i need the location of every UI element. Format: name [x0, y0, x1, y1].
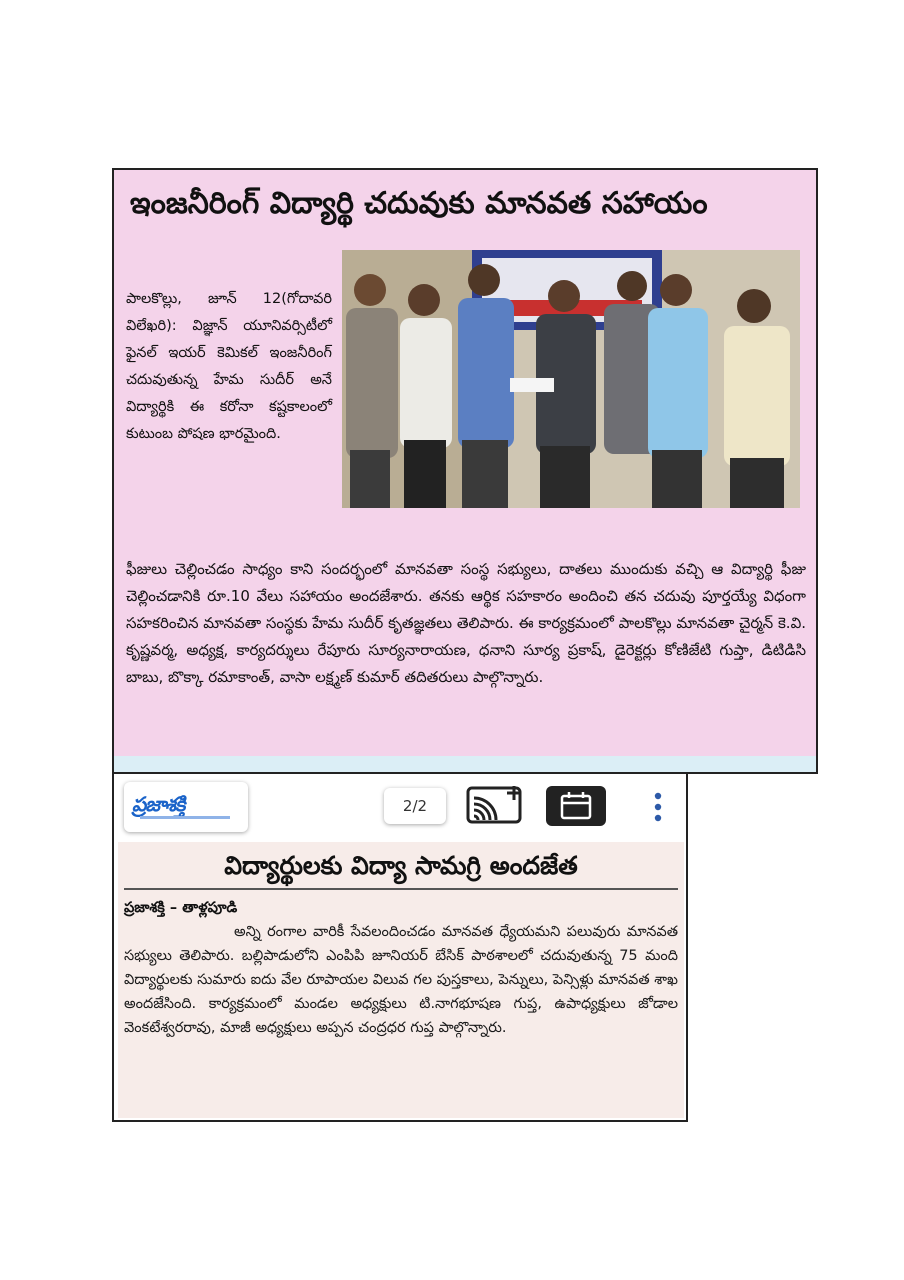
- clipping-2-body-text: అన్ని రంగాల వారికీ సేవలందించడం మానవత ధ్యేయమని పలువురు మానవత సభ్యులు తెలిపారు. బల్లిపాడులోని ఎంపిపి జూనియర్ బేసిక్ పాఠశాలలో చదువుతున్న 75 మంది విద్యార్థులకు సుమారు ఐదు వేల రూపాయల విలువ గల పుస్తకాలు, పెన్నులు, పెన్సిళ్లు మానవత శాఖ అందజేసింది. కార్యక్రమంలో మండల అధ్యక్షులు టి.నాగభూషణ గుప్త, ఉపాధ్యక్షులు జోడాల వెంకటేశ్వరరావు, మాజీ అధ్యక్షులు అప్పన చంద్రధర గుప్త పాల్గొన్నారు.: [124, 924, 678, 1036]
- calendar-icon[interactable]: [546, 786, 606, 826]
- clipping-2-headline: విద్యార్థులకు విద్యా సామగ్రి అందజేత: [224, 851, 578, 880]
- clipping-2-dateline: ప్రజాశక్తి – తాళ్లపూడి: [124, 900, 238, 916]
- clipping-2-article: [118, 842, 684, 1118]
- clipping-1-headline: ఇంజనీరింగ్ విద్యార్థి చదువుకు మానవత సహాయం: [130, 186, 708, 221]
- page-indicator[interactable]: 2/2: [384, 788, 446, 824]
- clipping-1-body-text: ఫీజులు చెల్లించడం సాధ్యం కాని సందర్భంలో మానవతా సంస్థ సభ్యులు, దాతలు ముందుకు వచ్చి ఆ విద్యార్థి ఫీజు చెల్లించడానికి రూ.10 వేలు సహాయం అందజేశారు. తనకు ఆర్థిక సహకారం అందించి తన చదువు పూర్తయ్యే విధంగా సహకరించిన మానవతా సంస్థకు హేమ సుదీర్ కృతజ్ఞతలు తెలిపారు. ఈ కార్యక్రమంలో పాలకొల్లు మానవతా చైర్మన్ కె.వి. కృష్ణవర్మ, అధ్యక్ష, కార్యదర్శులు రేపూరు సూర్యనారాయణ, ధనాని సూర్య ప్రకాష్, డైరెక్టర్లు కోణిజేటి గుప్తా, డిటిడిసి బాబు, బొక్కా రమాకాంత్, వాసా లక్ష్మణ్ కుమార్ తదితరులు పాల్గొన్నారు.: [126, 560, 806, 686]
- cast-icon[interactable]: [466, 786, 526, 826]
- more-vertical-icon[interactable]: [652, 792, 664, 822]
- news-clipping-1: [112, 168, 818, 774]
- calendar-icon-glyph: [546, 786, 606, 826]
- event-photo-illustration: [342, 250, 800, 508]
- logo-underline: [140, 816, 230, 819]
- newspaper-logo[interactable]: [124, 782, 248, 832]
- epaper-toolbar: [114, 774, 686, 840]
- newspaper-logo-text: ప్రజాశక్తి: [132, 792, 185, 816]
- news-clipping-2: [112, 774, 688, 1122]
- clipping-1-bottom-band: [114, 756, 816, 772]
- headline-rule: [124, 888, 678, 890]
- clipping-1-lead-text: పాలకొల్లు, జూన్ 12(గోదావరి విలేఖరి): విజ్ఞాన్ యూనివర్సిటీలో ఫైనల్ ఇయర్ కెమికల్ ఇంజనీరింగ్ చదువుతున్న హేమ సుదీర్ అనే విద్యార్థికి ఈ కరోనా కష్టకాలంలో కుటుంబ పోషణ భారమైంది.: [126, 291, 332, 442]
- event-photo: [342, 250, 800, 508]
